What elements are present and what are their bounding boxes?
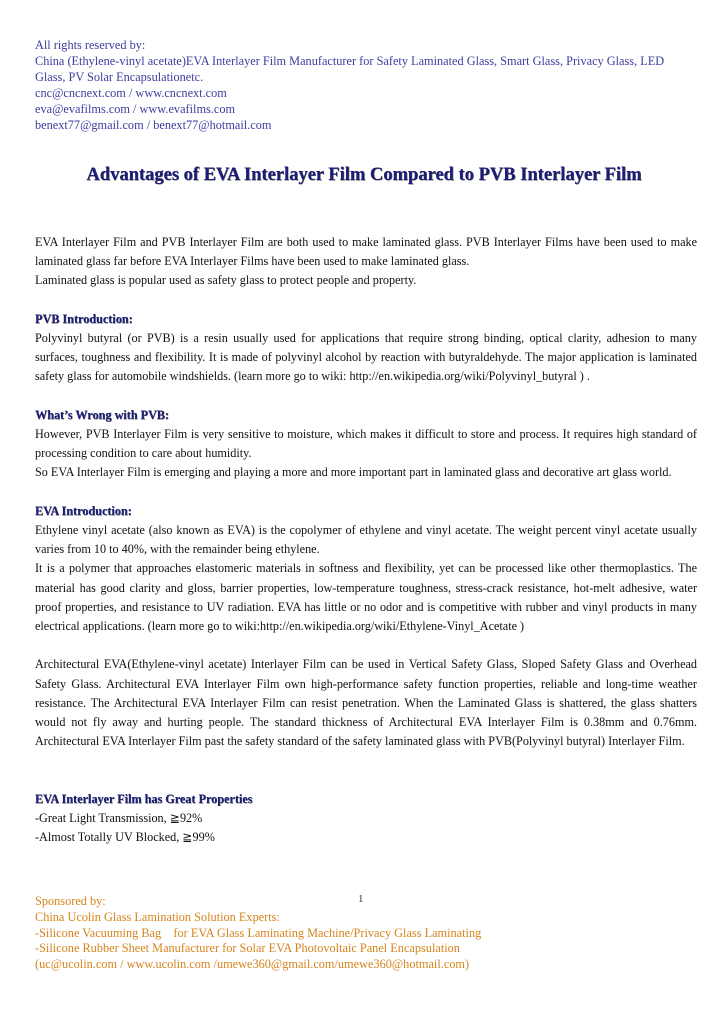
header-line: Glass, PV Solar Encapsulationetc. xyxy=(35,70,204,84)
footer-line: China Ucolin Glass Lamination Solution Experts: xyxy=(35,909,280,924)
header-email-line: eva@evafilms.com / www.evafilms.com xyxy=(35,102,236,116)
pvb-intro-heading: PVB Introduction: xyxy=(35,311,133,326)
eva-intro-paragraph: Ethylene vinyl acetate (also known as EVA) is the copolymer of ethylene and vinyl acetate. The weight percent vinyl acetate usually varies from 10 to 40%, with the remainder being ethylene. xyxy=(35,523,697,557)
document-body xyxy=(35,233,697,847)
footer-line: -Silicone Vacuuming Bag for EVA Glass Laminating Machine/Privacy Glass Laminating xyxy=(35,925,482,940)
eva-intro-heading: EVA Introduction: xyxy=(35,503,132,518)
pvb-wrong-paragraph: So EVA Interlayer Film is emerging and playing a more and more important part in laminated glass and decorative art glass world. xyxy=(35,465,672,480)
header-email-line: benext77@gmail.com / benext77@hotmail.com xyxy=(35,118,272,132)
intro-paragraph: Laminated glass is popular used as safety glass to protect people and property. xyxy=(35,273,417,288)
property-item: -Great Light Transmission, ≧92% xyxy=(35,811,203,826)
page-number: 1 xyxy=(358,893,364,905)
properties-heading: EVA Interlayer Film has Great Properties xyxy=(35,791,253,806)
header-email-line: cnc@cncnext.com / www.cncnext.com xyxy=(35,86,227,100)
footer-line: -Silicone Rubber Sheet Manufacturer for Solar EVA Photovoltaic Panel Encapsulation xyxy=(35,941,460,956)
pvb-wrong-heading: What’s Wrong with PVB: xyxy=(35,407,169,422)
copyright-header xyxy=(35,37,700,133)
pvb-wrong-paragraph: However, PVB Interlayer Film is very sensitive to moisture, which makes it difficult to store and process. It requires high standard of processing condition to care about humidity. xyxy=(35,427,697,461)
footer-contact-line: (uc@ucolin.com / www.ucolin.com /umewe360@gmail.com/umewe360@hotmail.com) xyxy=(35,957,470,972)
sponsor-footer xyxy=(35,894,700,973)
intro-paragraph: EVA Interlayer Film and PVB Interlayer Film are both used to make laminated glass. PVB Interlayer Films have been used to make laminated glass far before EVA Interlayer Films have been used to make laminated glass. xyxy=(35,235,697,269)
footer-line: Sponsored by: xyxy=(35,894,106,908)
eva-intro-paragraph: It is a polymer that approaches elastomeric materials in softness and flexibility, yet can be processed like other thermoplastics. The material has good clarity and gloss, barrier properties, low-temperature toughness, stress-crack resistance, hot-melt adhesive, water proof properties, and resistance to UV radiation. EVA has little or no odor and is competitive with rubber and vinyl products in many electrical applications. (learn more go to wiki:http://en.wikipedia.org/wiki/Ethylene-Vinyl_Acetate ) xyxy=(35,561,697,634)
architectural-paragraph: Architectural EVA(Ethylene-vinyl acetate) Interlayer Film can be used in Vertical Safety Glass, Sloped Safety Glass and Overhead Safety Glass. Architectural EVA Interlayer Film own high-performance safety function properties, reliable and long-time weather resistance. The Architectural EVA Interlayer Film can resist penetration. When the Laminated Glass is shattered, the glass shatters would not fly away and hurting people. The standard thickness of Architectural EVA Interlayer Film is 0.38mm and 0.76mm. Architectural EVA Interlayer Film past the safety standard of the safety laminated glass with PVB(Polyvinyl butyral) Interlayer Film. xyxy=(35,657,697,749)
page-title: Advantages of EVA Interlayer Film Compared to PVB Interlayer Film xyxy=(86,165,642,185)
header-line: All rights reserved by: xyxy=(35,38,146,52)
header-line: China (Ethylene-vinyl acetate)EVA Interlayer Film Manufacturer for Safety Laminated Glass, Smart Glass, Privacy Glass, LED xyxy=(35,54,665,68)
property-item: -Almost Totally UV Blocked, ≧99% xyxy=(35,830,215,845)
pvb-intro-paragraph: Polyvinyl butyral (or PVB) is a resin usually used for applications that require strong binding, optical clarity, adhesion to many surfaces, toughness and flexibility. It is made of polyvinyl alcohol by reaction with butyraldehyde. The major application is laminated safety glass for automobile windshields. (learn more go to wiki: http://en.wikipedia.org/wiki/Polyvinyl_butyral ) . xyxy=(35,331,697,384)
